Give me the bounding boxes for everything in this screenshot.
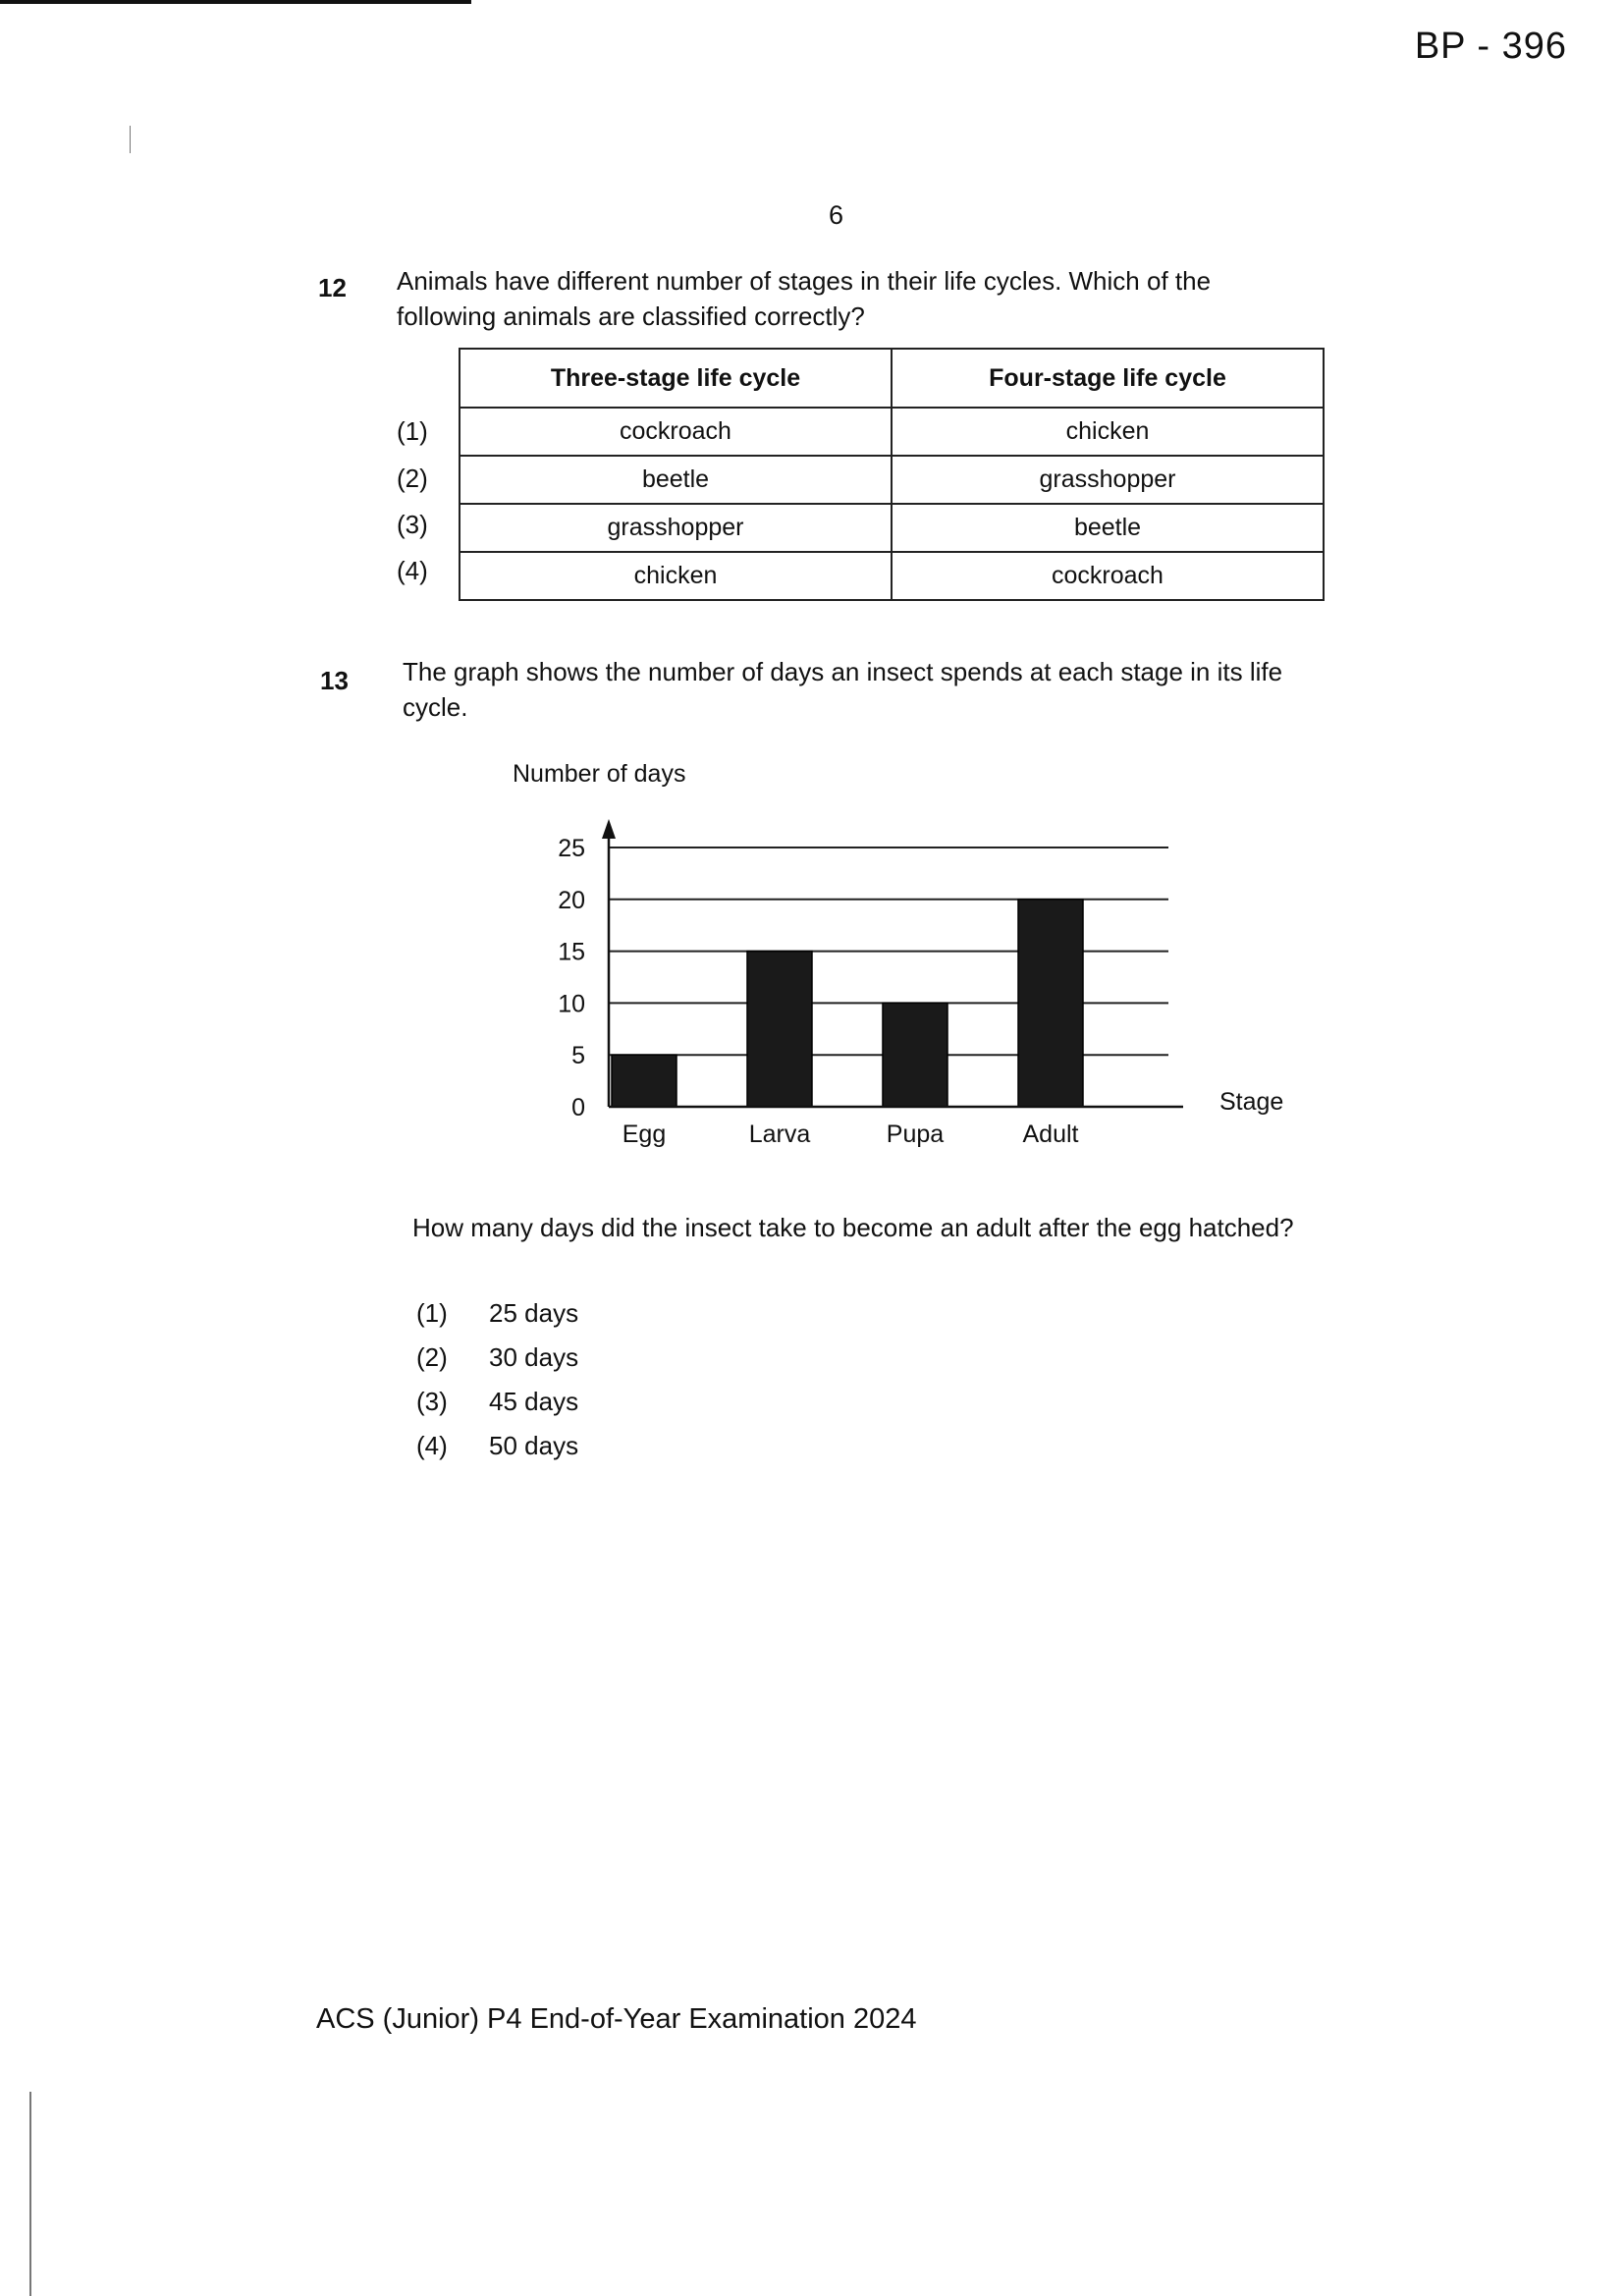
y-tick-label: 20 — [558, 886, 585, 914]
y-axis-arrowhead — [602, 819, 616, 839]
option-value: 30 days — [489, 1342, 579, 1372]
q12-option-label: (3) — [397, 510, 428, 539]
table-row — [460, 456, 1324, 504]
q12-option-label: (4) — [397, 556, 428, 585]
option-number: (4) — [416, 1431, 448, 1460]
y-tick-labels — [558, 835, 585, 1121]
days-per-stage-bar-chart — [491, 746, 1335, 1178]
table-cell: beetle — [892, 504, 1324, 552]
x-tick-label: Adult — [1022, 1121, 1079, 1148]
x-tick-label: Pupa — [886, 1121, 945, 1148]
table-cell: chicken — [892, 408, 1324, 456]
x-axis-label: Stage — [1219, 1088, 1284, 1116]
q12-number: 12 — [318, 273, 347, 302]
option-number: (2) — [416, 1342, 448, 1372]
bar — [883, 1003, 947, 1107]
option-value: 25 days — [489, 1298, 579, 1328]
table-header-row — [460, 349, 1324, 408]
column-header-four-stage: Four-stage life cycle — [892, 349, 1324, 408]
scan-margin-mark — [130, 126, 131, 153]
bar — [747, 952, 812, 1107]
footer-exam-title: ACS (Junior) P4 End-of-Year Examination 2024 — [316, 2003, 917, 2035]
option-number: (1) — [416, 1298, 448, 1328]
page-number: 6 — [829, 200, 844, 230]
life-cycle-table — [459, 348, 1325, 601]
y-tick-label: 0 — [571, 1094, 585, 1121]
y-tick-label: 25 — [558, 835, 585, 862]
table-cell: cockroach — [460, 408, 892, 456]
bar — [1018, 900, 1083, 1107]
q13-question: How many days did the insect take to become an adult after the egg hatched? — [412, 1213, 1294, 1242]
x-tick-labels — [623, 1121, 1079, 1148]
q12-option-label: (2) — [397, 464, 428, 493]
y-tick-label: 10 — [558, 990, 585, 1018]
q12-text: Animals have different number of stages in their life cycles. Which of the following animals are classified correctly? — [397, 266, 1212, 331]
x-tick-label: Larva — [748, 1121, 811, 1148]
q13-text: The graph shows the number of days an insect spends at each stage in its life cycle. — [403, 657, 1283, 722]
table-row — [460, 504, 1324, 552]
table-cell: cockroach — [892, 552, 1324, 600]
q13-number: 13 — [320, 666, 349, 695]
table-row — [460, 552, 1324, 600]
x-tick-label: Egg — [622, 1121, 667, 1148]
column-header-three-stage: Three-stage life cycle — [460, 349, 892, 408]
table-row — [460, 408, 1324, 456]
y-tick-label: 5 — [571, 1042, 585, 1070]
table-cell: grasshopper — [892, 456, 1324, 504]
table-cell: grasshopper — [460, 504, 892, 552]
top-rule — [0, 0, 471, 4]
y-tick-label: 15 — [558, 938, 585, 966]
option-value: 45 days — [489, 1387, 579, 1416]
q13-options — [416, 1298, 809, 1475]
option-number: (3) — [416, 1387, 448, 1416]
q12-option-label: (1) — [397, 416, 428, 446]
bar — [612, 1055, 677, 1107]
table-cell: beetle — [460, 456, 892, 504]
option-value: 50 days — [489, 1431, 579, 1460]
y-axis-label: Number of days — [513, 760, 686, 788]
paper-code: BP - 396 — [1414, 26, 1567, 67]
scan-margin-line — [29, 2092, 31, 2296]
table-cell: chicken — [460, 552, 892, 600]
